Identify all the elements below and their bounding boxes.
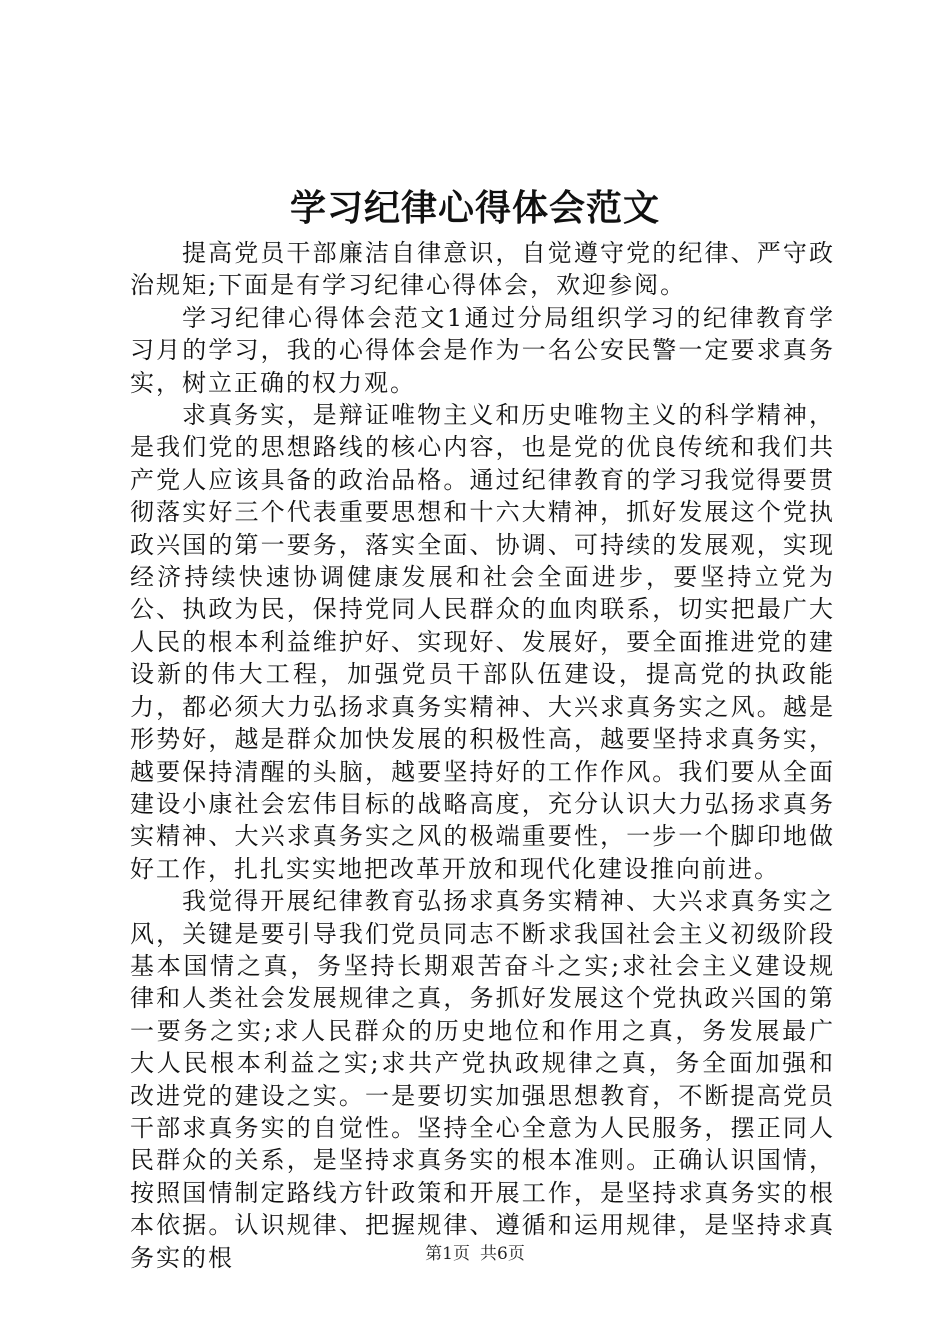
total-pages: 共6页 [480, 1244, 525, 1264]
page-footer [0, 1243, 950, 1265]
paragraph-discipline-education: 我觉得开展纪律教育弘扬求真务实精神、大兴求真务实之风，关键是要引导我们党员同志不断求我国社会主义初级阶段基本国情之真，务坚持长期艰苦奋斗之实;求社会主义建设规律和人类社会发展规律之真，务抓好发展这个党执政兴国的第一要务之实;求人民群众的历史地位和作用之真，务发展最广大人民根本利益之实;求共产党执政规律之真，务全面加强和改进党的建设之实。一是要切实加强思想教育，不断提高党员干部求真务实的自觉性。坚持全心全意为人民服务，摆正同人民群众的关系，是坚持求真务实的根本准则。正确认识国情，按照国情制定路线方针政策和开展工作，是坚持求真务实的根本依据。认识规律、把握规律、遵循和运用规律，是坚持求真务实的根 [130, 887, 835, 1272]
page-number: 第1页 [425, 1244, 470, 1264]
document-title: 学习纪律心得体会范文 [289, 188, 660, 229]
paragraph-essay-1-opening: 学习纪律心得体会范文1通过分局组织学习的纪律教育学习月的学习，我的心得体会是作为一名公安民警一定要求真务实，树立正确的权力观。 [130, 303, 835, 397]
paragraph-intro: 提高党员干部廉洁自律意识，自觉遵守党的纪律、严守政治规矩;下面是有学习纪律心得体会，欢迎参阅。 [130, 239, 835, 300]
paragraph-seek-truth: 求真务实，是辩证唯物主义和历史唯物主义的科学精神，是我们党的思想路线的核心内容，也是党的优良传统和我们共产党人应该具备的政治品格。通过纪律教育的学习我觉得要贯彻落实好三个代表重要思想和十六大精神，抓好发展这个党执政兴国的第一要务，落实全面、协调、可持续的发展观，实现经济持续快速协调健康发展和社会全面进步，要坚持立党为公、执政为民，保持党同人民群众的血肉联系，切实把最广大人民的根本利益维护好、实现好、发展好，要全面推进党的建设新的伟大工程，加强党员干部队伍建设，提高党的执政能力，都必须大力弘扬求真务实精神、大兴求真务实之风。越是形势好，越是群众加快发展的积极性高，越要坚持求真务实，越要保持清醒的头脑，越要坚持好的工作作风。我们要从全面建设小康社会宏伟目标的战略高度，充分认识大力弘扬求真务实精神、大兴求真务实之风的极端重要性，一步一个脚印地做好工作，扎扎实实地把改革开放和现代化建设推向前进。 [130, 401, 835, 883]
document-body [130, 237, 835, 1274]
